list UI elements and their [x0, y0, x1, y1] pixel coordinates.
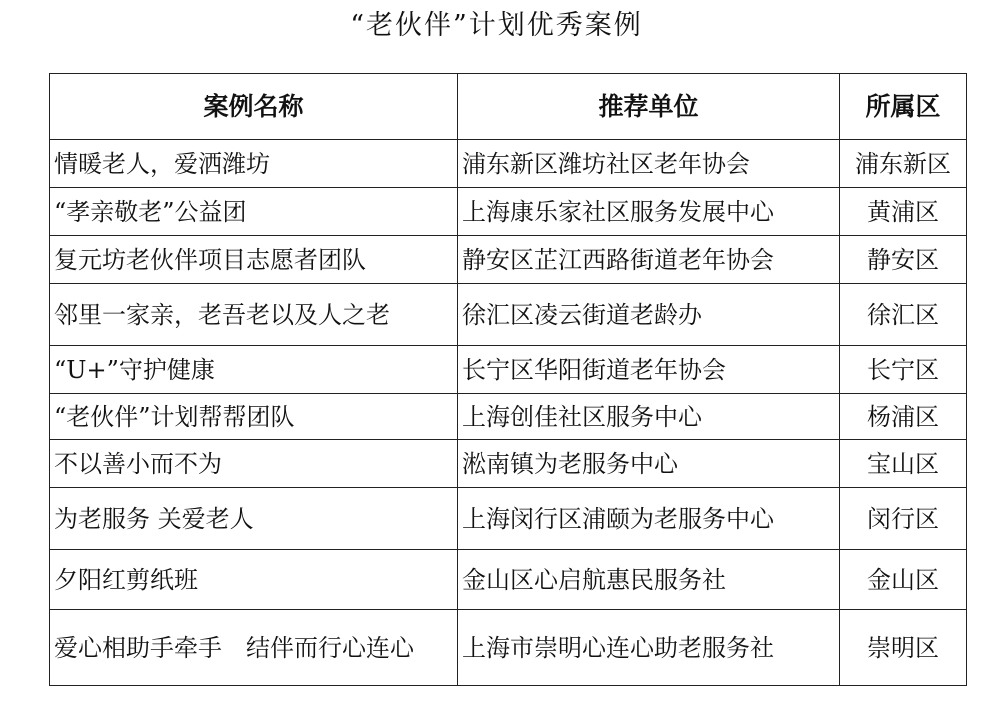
- table-row: [50, 550, 967, 610]
- recommending-unit-cell: 上海市崇明心连心助老服务社: [458, 610, 840, 686]
- table-row: [50, 236, 967, 284]
- case-name-cell: 夕阳红剪纸班: [50, 550, 458, 610]
- district-cell: 金山区: [840, 550, 967, 610]
- header-case-name: 案例名称: [50, 74, 458, 140]
- recommending-unit-cell: 上海康乐家社区服务发展中心: [458, 188, 840, 236]
- table-row: [50, 394, 967, 440]
- table-header-row: [50, 74, 967, 140]
- recommending-unit-cell: 淞南镇为老服务中心: [458, 440, 840, 488]
- district-cell: 崇明区: [840, 610, 967, 686]
- recommending-unit-cell: 静安区芷江西路街道老年协会: [458, 236, 840, 284]
- district-cell: 杨浦区: [840, 394, 967, 440]
- recommending-unit-cell: 长宁区华阳街道老年协会: [458, 346, 840, 394]
- district-cell: 闵行区: [840, 488, 967, 550]
- table-row: [50, 188, 967, 236]
- table-row: [50, 440, 967, 488]
- case-name-cell: 爱心相助手牵手 结伴而行心连心: [50, 610, 458, 686]
- recommending-unit-cell: 金山区心启航惠民服务社: [458, 550, 840, 610]
- table-row: [50, 284, 967, 346]
- case-name-cell: “孝亲敬老”公益团: [50, 188, 458, 236]
- district-cell: 静安区: [840, 236, 967, 284]
- header-district: 所属区: [840, 74, 967, 140]
- district-cell: 徐汇区: [840, 284, 967, 346]
- recommending-unit-cell: 浦东新区潍坊社区老年协会: [458, 140, 840, 188]
- case-name-cell: 复元坊老伙伴项目志愿者团队: [50, 236, 458, 284]
- case-name-cell: 情暖老人，爱洒潍坊: [50, 140, 458, 188]
- case-name-cell: “老伙伴”计划帮帮团队: [50, 394, 458, 440]
- table-row: [50, 140, 967, 188]
- district-cell: 黄浦区: [840, 188, 967, 236]
- case-name-cell: 邻里一家亲，老吾老以及人之老: [50, 284, 458, 346]
- table-row: [50, 488, 967, 550]
- page-title: “老伙伴”计划优秀案例: [350, 10, 643, 41]
- case-name-cell: “U+”守护健康: [50, 346, 458, 394]
- case-name-cell: 为老服务 关爱老人: [50, 488, 458, 550]
- recommending-unit-cell: 上海闵行区浦颐为老服务中心: [458, 488, 840, 550]
- district-cell: 长宁区: [840, 346, 967, 394]
- recommending-unit-cell: 徐汇区凌云街道老龄办: [458, 284, 840, 346]
- table-row: [50, 610, 967, 686]
- header-recommending-unit: 推荐单位: [458, 74, 840, 140]
- case-table: [49, 73, 967, 686]
- case-name-cell: 不以善小而不为: [50, 440, 458, 488]
- district-cell: 浦东新区: [840, 140, 967, 188]
- recommending-unit-cell: 上海创佳社区服务中心: [458, 394, 840, 440]
- table-row: [50, 346, 967, 394]
- district-cell: 宝山区: [840, 440, 967, 488]
